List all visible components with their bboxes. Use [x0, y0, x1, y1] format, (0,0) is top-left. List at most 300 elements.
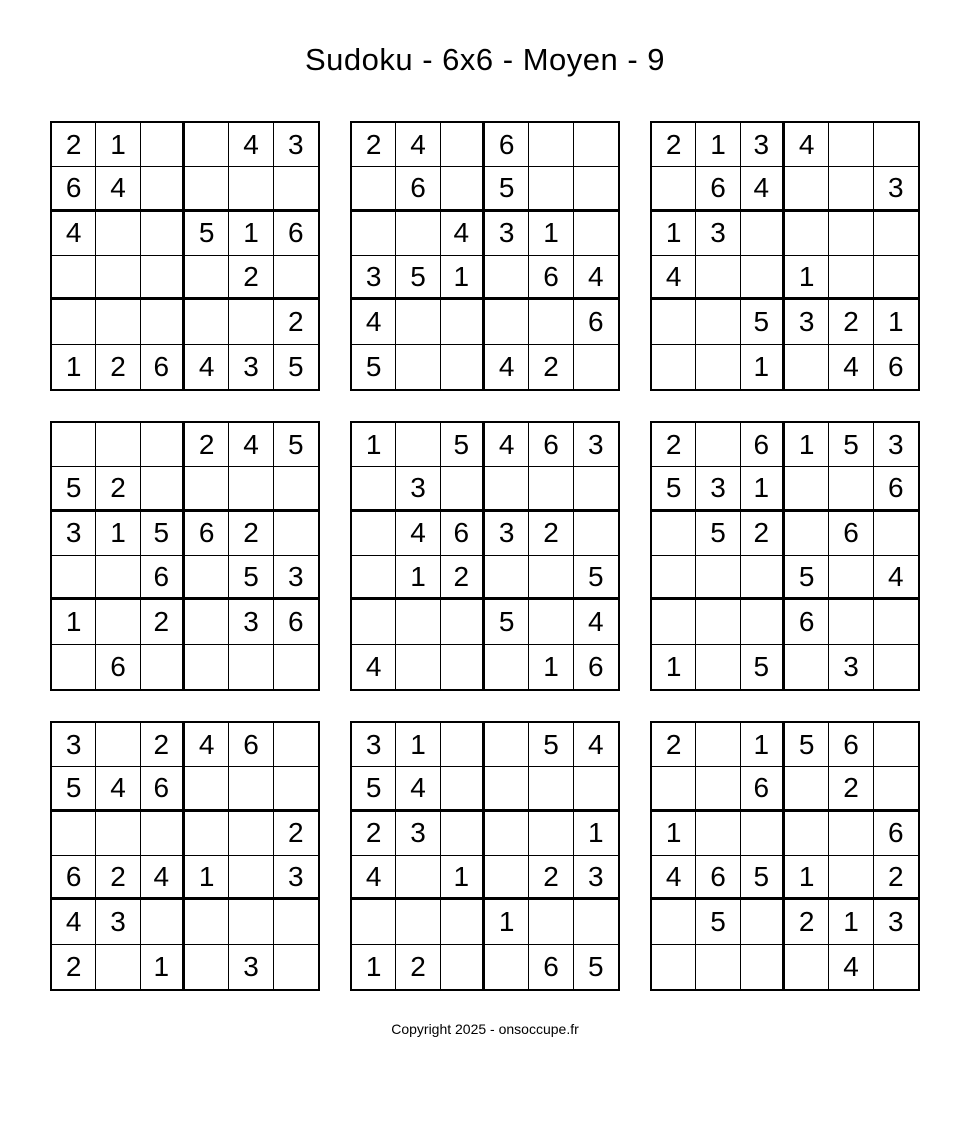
grid-4-cell-r4c4 [185, 556, 229, 600]
grid-3-cell-r5c2 [696, 300, 740, 344]
grid-6-cell-r5c3 [741, 600, 785, 644]
grid-9-cell-r2c1 [652, 767, 696, 811]
grid-1-cell-r2c4 [185, 167, 229, 211]
grid-2-cell-r1c2: 4 [396, 123, 440, 167]
grid-2-cell-r5c5 [529, 300, 573, 344]
sudoku-grid-3 [650, 121, 920, 391]
grid-2-cell-r1c4: 6 [485, 123, 529, 167]
grid-6-cell-r5c6 [874, 600, 918, 644]
grid-1-cell-r3c2 [96, 212, 140, 256]
grid-9-cell-r3c1: 1 [652, 812, 696, 856]
grid-6-cell-r2c3: 1 [741, 467, 785, 511]
grid-4-cell-r5c5: 3 [229, 600, 273, 644]
grid-2-cell-r4c2: 5 [396, 256, 440, 300]
grid-2-cell-r2c2: 6 [396, 167, 440, 211]
grid-8-cell-r5c1 [352, 900, 396, 944]
grid-6-cell-r6c4 [785, 645, 829, 689]
grid-8-cell-r5c5 [529, 900, 573, 944]
grid-6-cell-r2c4 [785, 467, 829, 511]
grid-3-cell-r1c1: 2 [652, 123, 696, 167]
grid-2-cell-r2c6 [574, 167, 618, 211]
grid-3-cell-r3c5 [829, 212, 873, 256]
grid-1-cell-r5c3 [141, 300, 185, 344]
grid-2-cell-r4c5: 6 [529, 256, 573, 300]
grid-4-cell-r6c1 [52, 645, 96, 689]
grid-6-cell-r6c6 [874, 645, 918, 689]
grid-3-cell-r4c5 [829, 256, 873, 300]
grid-1-cell-r3c3 [141, 212, 185, 256]
grid-1-cell-r3c6: 6 [274, 212, 318, 256]
grid-4-cell-r3c2: 1 [96, 512, 140, 556]
grid-3-cell-r6c1 [652, 345, 696, 389]
grid-2-cell-r5c6: 6 [574, 300, 618, 344]
grid-3-cell-r4c6 [874, 256, 918, 300]
grid-6-cell-r6c1: 1 [652, 645, 696, 689]
grid-9-cell-r3c6: 6 [874, 812, 918, 856]
grid-9-cell-r1c1: 2 [652, 723, 696, 767]
grid-3-cell-r2c3: 4 [741, 167, 785, 211]
grid-4-cell-r4c3: 6 [141, 556, 185, 600]
grid-5-cell-r6c4 [485, 645, 529, 689]
grid-7-cell-r3c2 [96, 812, 140, 856]
grid-1-cell-r2c3 [141, 167, 185, 211]
grid-9-cell-r4c5 [829, 856, 873, 900]
grid-7-cell-r3c4 [185, 812, 229, 856]
grid-7-cell-r6c2 [96, 945, 140, 989]
grid-2-cell-r5c2 [396, 300, 440, 344]
grid-2-cell-r3c1 [352, 212, 396, 256]
grid-8-cell-r1c5: 5 [529, 723, 573, 767]
grid-9-cell-r3c2 [696, 812, 740, 856]
grid-7-cell-r3c3 [141, 812, 185, 856]
grid-4-cell-r2c5 [229, 467, 273, 511]
grid-6-cell-r1c6: 3 [874, 423, 918, 467]
grid-3-cell-r1c5 [829, 123, 873, 167]
grid-4-cell-r1c5: 4 [229, 423, 273, 467]
sudoku-grid-6 [650, 421, 920, 691]
grid-5-cell-r2c4 [485, 467, 529, 511]
grid-9-cell-r6c3 [741, 945, 785, 989]
grid-2-cell-r6c2 [396, 345, 440, 389]
grid-6-cell-r3c4 [785, 512, 829, 556]
grid-8-cell-r4c3: 1 [441, 856, 485, 900]
grid-9-cell-r4c4: 1 [785, 856, 829, 900]
grid-5-cell-r1c3: 5 [441, 423, 485, 467]
grid-2-cell-r4c3: 1 [441, 256, 485, 300]
grid-1-cell-r4c4 [185, 256, 229, 300]
grid-2-cell-r1c6 [574, 123, 618, 167]
grid-7-cell-r4c4: 1 [185, 856, 229, 900]
grid-4-cell-r3c4: 6 [185, 512, 229, 556]
grid-9-cell-r6c4 [785, 945, 829, 989]
grid-8-cell-r6c1: 1 [352, 945, 396, 989]
grid-3-cell-r5c3: 5 [741, 300, 785, 344]
grid-1-cell-r4c1 [52, 256, 96, 300]
grid-7-cell-r4c5 [229, 856, 273, 900]
grid-6-cell-r3c2: 5 [696, 512, 740, 556]
grid-1-cell-r2c5 [229, 167, 273, 211]
grid-1-cell-r6c2: 2 [96, 345, 140, 389]
grid-9-cell-r6c2 [696, 945, 740, 989]
grid-6-cell-r4c2 [696, 556, 740, 600]
grid-8-cell-r6c4 [485, 945, 529, 989]
grid-8-cell-r2c3 [441, 767, 485, 811]
grid-2-cell-r6c5: 2 [529, 345, 573, 389]
grid-row-1 [50, 121, 970, 391]
grid-4-cell-r4c2 [96, 556, 140, 600]
grid-4-cell-r5c3: 2 [141, 600, 185, 644]
grid-2-cell-r3c5: 1 [529, 212, 573, 256]
grid-5-cell-r1c6: 3 [574, 423, 618, 467]
grid-9-cell-r4c2: 6 [696, 856, 740, 900]
grid-3-cell-r2c1 [652, 167, 696, 211]
grid-1-cell-r2c2: 4 [96, 167, 140, 211]
grid-7-cell-r5c6 [274, 900, 318, 944]
grid-5-cell-r4c5 [529, 556, 573, 600]
grid-3-cell-r3c4 [785, 212, 829, 256]
grid-2-cell-r5c1: 4 [352, 300, 396, 344]
grid-6-cell-r4c1 [652, 556, 696, 600]
grid-9-cell-r3c3 [741, 812, 785, 856]
grid-5-cell-r1c4: 4 [485, 423, 529, 467]
grid-8-cell-r2c1: 5 [352, 767, 396, 811]
grid-8-cell-r4c2 [396, 856, 440, 900]
grid-5-cell-r5c1 [352, 600, 396, 644]
grid-6-cell-r1c3: 6 [741, 423, 785, 467]
grid-7-cell-r4c1: 6 [52, 856, 96, 900]
grid-9-cell-r1c4: 5 [785, 723, 829, 767]
grid-6-cell-r1c4: 1 [785, 423, 829, 467]
grid-6-cell-r3c6 [874, 512, 918, 556]
grid-7-cell-r5c5 [229, 900, 273, 944]
grid-3-cell-r2c6: 3 [874, 167, 918, 211]
grid-1-cell-r1c1: 2 [52, 123, 96, 167]
grid-5-cell-r2c1 [352, 467, 396, 511]
grid-9-cell-r5c5: 1 [829, 900, 873, 944]
grid-6-cell-r5c5 [829, 600, 873, 644]
grid-7-cell-r6c5: 3 [229, 945, 273, 989]
grid-5-cell-r3c1 [352, 512, 396, 556]
grid-3-cell-r2c2: 6 [696, 167, 740, 211]
grid-5-cell-r4c2: 1 [396, 556, 440, 600]
grid-2-cell-r2c4: 5 [485, 167, 529, 211]
grid-8-cell-r5c6 [574, 900, 618, 944]
grid-5-cell-r5c3 [441, 600, 485, 644]
grid-4-cell-r3c3: 5 [141, 512, 185, 556]
grid-6-cell-r4c4: 5 [785, 556, 829, 600]
grid-4-cell-r5c1: 1 [52, 600, 96, 644]
grid-5-cell-r5c6: 4 [574, 600, 618, 644]
grid-8-cell-r5c3 [441, 900, 485, 944]
grid-8-cell-r1c3 [441, 723, 485, 767]
grid-5-cell-r6c3 [441, 645, 485, 689]
grid-3-cell-r5c4: 3 [785, 300, 829, 344]
grid-1-cell-r3c1: 4 [52, 212, 96, 256]
grid-4-cell-r3c1: 3 [52, 512, 96, 556]
grid-7-cell-r2c4 [185, 767, 229, 811]
grid-7-cell-r2c6 [274, 767, 318, 811]
grid-6-cell-r2c2: 3 [696, 467, 740, 511]
grid-9-cell-r3c4 [785, 812, 829, 856]
grid-2-cell-r1c5 [529, 123, 573, 167]
grid-4-cell-r2c1: 5 [52, 467, 96, 511]
grid-3-cell-r1c4: 4 [785, 123, 829, 167]
grid-row-2 [50, 421, 970, 691]
grid-7-cell-r5c1: 4 [52, 900, 96, 944]
grid-2-cell-r3c6 [574, 212, 618, 256]
grid-8-cell-r6c5: 6 [529, 945, 573, 989]
grid-8-cell-r4c1: 4 [352, 856, 396, 900]
grid-1-cell-r5c6: 2 [274, 300, 318, 344]
grid-1-cell-r5c1 [52, 300, 96, 344]
grid-7-cell-r1c1: 3 [52, 723, 96, 767]
grid-2-cell-r6c3 [441, 345, 485, 389]
grid-5-cell-r6c2 [396, 645, 440, 689]
grid-3-cell-r3c6 [874, 212, 918, 256]
grid-8-cell-r6c2: 2 [396, 945, 440, 989]
sudoku-grid-4 [50, 421, 320, 691]
grid-4-cell-r5c4 [185, 600, 229, 644]
grid-5-cell-r4c6: 5 [574, 556, 618, 600]
grid-3-cell-r4c1: 4 [652, 256, 696, 300]
grid-7-cell-r1c3: 2 [141, 723, 185, 767]
grid-2-cell-r5c4 [485, 300, 529, 344]
grid-2-cell-r6c6 [574, 345, 618, 389]
grid-3-cell-r4c2 [696, 256, 740, 300]
grid-4-cell-r1c2 [96, 423, 140, 467]
grid-3-cell-r1c2: 1 [696, 123, 740, 167]
grid-9-cell-r2c4 [785, 767, 829, 811]
grid-2-cell-r3c3: 4 [441, 212, 485, 256]
grid-3-cell-r4c3 [741, 256, 785, 300]
grid-1-cell-r2c1: 6 [52, 167, 96, 211]
sudoku-grid-8 [350, 721, 620, 991]
grid-3-cell-r6c2 [696, 345, 740, 389]
grid-7-cell-r6c6 [274, 945, 318, 989]
grid-7-cell-r6c1: 2 [52, 945, 96, 989]
grid-6-cell-r5c1 [652, 600, 696, 644]
grid-2-cell-r4c1: 3 [352, 256, 396, 300]
grid-8-cell-r3c6: 1 [574, 812, 618, 856]
grid-7-cell-r6c3: 1 [141, 945, 185, 989]
page-title: Sudoku - 6x6 - Moyen - 9 [304, 42, 666, 77]
grid-2-cell-r5c3 [441, 300, 485, 344]
grid-5-cell-r2c3 [441, 467, 485, 511]
grid-6-cell-r3c1 [652, 512, 696, 556]
grid-5-cell-r6c5: 1 [529, 645, 573, 689]
grid-4-cell-r6c5 [229, 645, 273, 689]
grid-6-cell-r4c3 [741, 556, 785, 600]
grid-8-cell-r2c6 [574, 767, 618, 811]
grid-row-3 [50, 721, 970, 991]
sudoku-grids-container [0, 121, 970, 991]
grid-6-cell-r2c5 [829, 467, 873, 511]
grid-4-cell-r1c1 [52, 423, 96, 467]
grid-4-cell-r3c6 [274, 512, 318, 556]
grid-8-cell-r3c2: 3 [396, 812, 440, 856]
grid-4-cell-r4c6: 3 [274, 556, 318, 600]
grid-5-cell-r3c3: 6 [441, 512, 485, 556]
grid-6-cell-r1c2 [696, 423, 740, 467]
grid-7-cell-r1c6 [274, 723, 318, 767]
grid-9-cell-r1c2 [696, 723, 740, 767]
grid-7-cell-r5c3 [141, 900, 185, 944]
grid-3-cell-r6c3: 1 [741, 345, 785, 389]
grid-7-cell-r6c4 [185, 945, 229, 989]
grid-4-cell-r1c4: 2 [185, 423, 229, 467]
grid-3-cell-r2c4 [785, 167, 829, 211]
grid-8-cell-r3c3 [441, 812, 485, 856]
grid-4-cell-r6c4 [185, 645, 229, 689]
grid-3-cell-r6c5: 4 [829, 345, 873, 389]
grid-6-cell-r4c6: 4 [874, 556, 918, 600]
grid-3-cell-r3c3 [741, 212, 785, 256]
grid-3-cell-r3c1: 1 [652, 212, 696, 256]
grid-8-cell-r4c4 [485, 856, 529, 900]
grid-7-cell-r2c1: 5 [52, 767, 96, 811]
grid-3-cell-r1c3: 3 [741, 123, 785, 167]
grid-3-cell-r1c6 [874, 123, 918, 167]
grid-9-cell-r2c6 [874, 767, 918, 811]
grid-9-cell-r5c1 [652, 900, 696, 944]
grid-6-cell-r2c6: 6 [874, 467, 918, 511]
grid-2-cell-r3c4: 3 [485, 212, 529, 256]
grid-1-cell-r1c5: 4 [229, 123, 273, 167]
grid-5-cell-r6c1: 4 [352, 645, 396, 689]
grid-6-cell-r1c5: 5 [829, 423, 873, 467]
grid-1-cell-r4c2 [96, 256, 140, 300]
grid-9-cell-r2c3: 6 [741, 767, 785, 811]
grid-5-cell-r5c2 [396, 600, 440, 644]
copyright-footer: Copyright 2025 - onsoccupe.fr [391, 1021, 579, 1037]
grid-6-cell-r1c1: 2 [652, 423, 696, 467]
grid-2-cell-r4c4 [485, 256, 529, 300]
grid-4-cell-r2c3 [141, 467, 185, 511]
grid-1-cell-r3c5: 1 [229, 212, 273, 256]
grid-9-cell-r5c3 [741, 900, 785, 944]
grid-1-cell-r2c6 [274, 167, 318, 211]
grid-9-cell-r2c2 [696, 767, 740, 811]
grid-6-cell-r3c3: 2 [741, 512, 785, 556]
grid-6-cell-r5c4: 6 [785, 600, 829, 644]
grid-1-cell-r1c3 [141, 123, 185, 167]
grid-1-cell-r4c6 [274, 256, 318, 300]
grid-5-cell-r3c5: 2 [529, 512, 573, 556]
grid-2-cell-r2c3 [441, 167, 485, 211]
grid-9-cell-r6c6 [874, 945, 918, 989]
grid-1-cell-r5c5 [229, 300, 273, 344]
grid-7-cell-r4c3: 4 [141, 856, 185, 900]
grid-8-cell-r1c6: 4 [574, 723, 618, 767]
grid-8-cell-r1c2: 1 [396, 723, 440, 767]
grid-3-cell-r3c2: 3 [696, 212, 740, 256]
grid-2-cell-r6c1: 5 [352, 345, 396, 389]
grid-7-cell-r3c6: 2 [274, 812, 318, 856]
grid-1-cell-r3c4: 5 [185, 212, 229, 256]
grid-1-cell-r1c4 [185, 123, 229, 167]
grid-9-cell-r5c6: 3 [874, 900, 918, 944]
grid-4-cell-r1c6: 5 [274, 423, 318, 467]
grid-9-cell-r2c5: 2 [829, 767, 873, 811]
grid-5-cell-r4c4 [485, 556, 529, 600]
grid-3-cell-r6c6: 6 [888, 350, 904, 382]
grid-7-cell-r3c5 [229, 812, 273, 856]
grid-5-cell-r3c4: 3 [485, 512, 529, 556]
grid-9-cell-r1c5: 6 [829, 723, 873, 767]
grid-8-cell-r4c5: 2 [529, 856, 573, 900]
grid-9-cell-r3c5 [829, 812, 873, 856]
grid-2-cell-r4c6: 4 [574, 256, 618, 300]
sudoku-grid-7 [50, 721, 320, 991]
grid-1-cell-r5c2 [96, 300, 140, 344]
grid-8-cell-r3c5 [529, 812, 573, 856]
grid-2-cell-r2c1 [352, 167, 396, 211]
grid-1-cell-r1c6: 3 [274, 123, 318, 167]
grid-4-cell-r6c2: 6 [96, 645, 140, 689]
grid-6-cell-r2c1: 5 [652, 467, 696, 511]
grid-7-cell-r5c4 [185, 900, 229, 944]
grid-7-cell-r1c5: 6 [229, 723, 273, 767]
grid-4-cell-r5c2 [96, 600, 140, 644]
grid-4-cell-r4c1 [52, 556, 96, 600]
grid-5-cell-r5c5 [529, 600, 573, 644]
grid-3-cell-r6c4 [785, 345, 829, 389]
grid-1-cell-r5c4 [185, 300, 229, 344]
grid-3-cell-r2c5 [829, 167, 873, 211]
grid-8-cell-r3c1: 2 [352, 812, 396, 856]
grid-9-cell-r4c6: 2 [874, 856, 918, 900]
grid-1-cell-r1c2: 1 [96, 123, 140, 167]
grid-8-cell-r4c6: 3 [574, 856, 618, 900]
grid-8-cell-r3c4 [485, 812, 529, 856]
grid-4-cell-r6c3 [141, 645, 185, 689]
sudoku-grid-1 [50, 121, 320, 391]
grid-1-cell-r6c4: 4 [185, 345, 229, 389]
grid-1-cell-r6c1: 1 [52, 345, 96, 389]
grid-4-cell-r3c5: 2 [229, 512, 273, 556]
grid-3-cell-r4c4: 1 [785, 256, 829, 300]
grid-9-cell-r5c4: 2 [785, 900, 829, 944]
grid-6-cell-r6c3: 5 [741, 645, 785, 689]
grid-9-cell-r4c3: 5 [741, 856, 785, 900]
grid-7-cell-r2c5 [229, 767, 273, 811]
grid-7-cell-r1c4: 4 [185, 723, 229, 767]
grid-5-cell-r4c1 [352, 556, 396, 600]
grid-3-cell-r5c6: 1 [874, 300, 918, 344]
grid-5-cell-r3c2: 4 [396, 512, 440, 556]
grid-4-cell-r2c2: 2 [96, 467, 140, 511]
grid-7-cell-r4c2: 2 [96, 856, 140, 900]
grid-5-cell-r1c5: 6 [529, 423, 573, 467]
grid-6-cell-r6c5: 3 [829, 645, 873, 689]
grid-4-cell-r4c5: 5 [229, 556, 273, 600]
grid-4-cell-r2c4 [185, 467, 229, 511]
grid-5-cell-r1c2 [396, 423, 440, 467]
grid-1-cell-r4c5: 2 [229, 256, 273, 300]
grid-6-cell-r5c2 [696, 600, 740, 644]
grid-8-cell-r6c6: 5 [588, 950, 604, 982]
sudoku-grid-2 [350, 121, 620, 391]
sudoku-grid-5 [350, 421, 620, 691]
grid-9-cell-r1c3: 1 [741, 723, 785, 767]
grid-4-cell-r2c6 [274, 467, 318, 511]
grid-6-cell-r6c2 [696, 645, 740, 689]
sudoku-grid-9 [650, 721, 920, 991]
grid-8-cell-r2c5 [529, 767, 573, 811]
grid-2-cell-r3c2 [396, 212, 440, 256]
grid-1-cell-r6c6: 5 [288, 350, 304, 382]
grid-4-cell-r1c3 [141, 423, 185, 467]
